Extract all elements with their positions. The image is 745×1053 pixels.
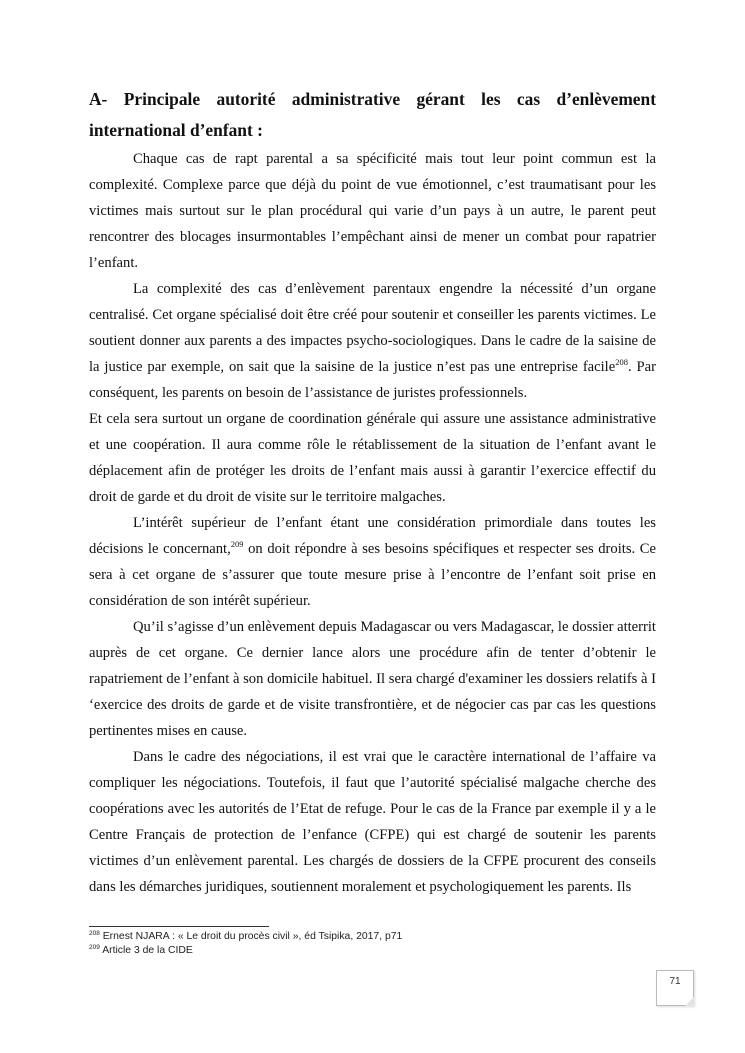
paragraph-text: . Par conséquent, les parents on besoin de l’assistance de juristes professionnels. (89, 359, 656, 401)
footnote (89, 930, 656, 944)
paragraph-text: La complexité des cas d’enlèvement parentaux engendre la nécessité d’un organe centralisé. Cet organe spécialisé doit être créé pour soutenir et conseiller les parents victimes. Le soutient donner aux parents a des impactes psycho-sociologiques. Dans le cadre de la saisine de la justice par exemple, on sait que la saisine de la justice n’est pas une entreprise facile (89, 281, 656, 375)
footnote-number: 208 (89, 930, 100, 937)
paragraph (89, 146, 656, 276)
paragraph (89, 510, 656, 614)
footnote (89, 944, 656, 958)
page-body (89, 84, 656, 900)
paragraph-text: Qu’il s’agisse d’un enlèvement depuis Madagascar ou vers Madagascar, le dossier atterrit auprès de cet organe. Ce dernier lance alors une procédure afin de tenter d’obtenir le rapatriement de l’enfant à son domicile habituel. Il sera chargé d'examiner les dossiers relatifs à I ‘exercice des droits de garde et de visite transfrontière, et de négocier cas par cas les questions pertinentes mises en cause. (89, 619, 656, 739)
footnote-number: 209 (89, 944, 100, 951)
footnote-text: Ernest NJARA : « Le droit du procès civil », éd Tsipika, 2017, p71 (102, 931, 403, 942)
section-heading: A- Principale autorité administrative gérant les cas d’enlèvement international d’enfant : (89, 89, 656, 140)
page-number: 71 (656, 970, 694, 1006)
paragraph-text: on doit répondre à ses besoins spécifiques et respecter ses droits. Ce sera à cet organe de s’assurer que toute mesure prise à l’encontre de l’enfant soit prise en considération de son intérêt supérieur. (89, 541, 656, 609)
footnote-ref[interactable]: 209 (230, 539, 244, 549)
paragraph-text: Dans le cadre des négociations, il est vrai que le caractère international de l’affaire va compliquer les négociations. Toutefois, il faut que l’autorité spécialisé malgache cherche des coopérations avec les autorités de l’Etat de refuge. Pour le cas de la France par exemple il y a le Centre Français de protection de l’enfance (CFPE) qui est chargé de soutenir les parents victimes d’un enlèvement parental. Les chargés de dossiers de la CFPE procurent des conseils dans les démarches juridiques, soutiennent moralement et psychologiquement les parents. Ils (89, 749, 656, 895)
paragraph (89, 744, 656, 900)
footnote-ref[interactable]: 208 (615, 357, 628, 367)
paragraph-text: Chaque cas de rapt parental a sa spécificité mais tout leur point commun est la complexité. Complexe parce que déjà du point de vue émotionnel, c’est traumatisant pour les victimes mais surtout sur le plan procédural qui varie d’un pays à un autre, le parent peut rencontrer des blocages insurmontables l’empêchant ainsi de mener un combat pour rapatrier l’enfant. (89, 151, 656, 271)
footnote-text: Article 3 de la CIDE (102, 945, 193, 956)
paragraph (89, 276, 656, 406)
footnote-separator (89, 926, 269, 927)
paragraph (89, 614, 656, 744)
footnotes (89, 926, 656, 958)
paragraph-text: L’intérêt supérieur de l’enfant étant une considération primordiale dans toutes les décisions le concernant, (89, 515, 656, 557)
paragraph-text: Et cela sera surtout un organe de coordination générale qui assure une assistance administrative et une coopération. Il aura comme rôle le rétablissement de la situation de l’enfant avant le déplacement afin de protéger les droits de l’enfant mais aussi à garantir l’exercice effectif du droit de garde et du droit de visite sur le territoire malgaches. (89, 411, 656, 505)
paragraph (89, 406, 656, 510)
